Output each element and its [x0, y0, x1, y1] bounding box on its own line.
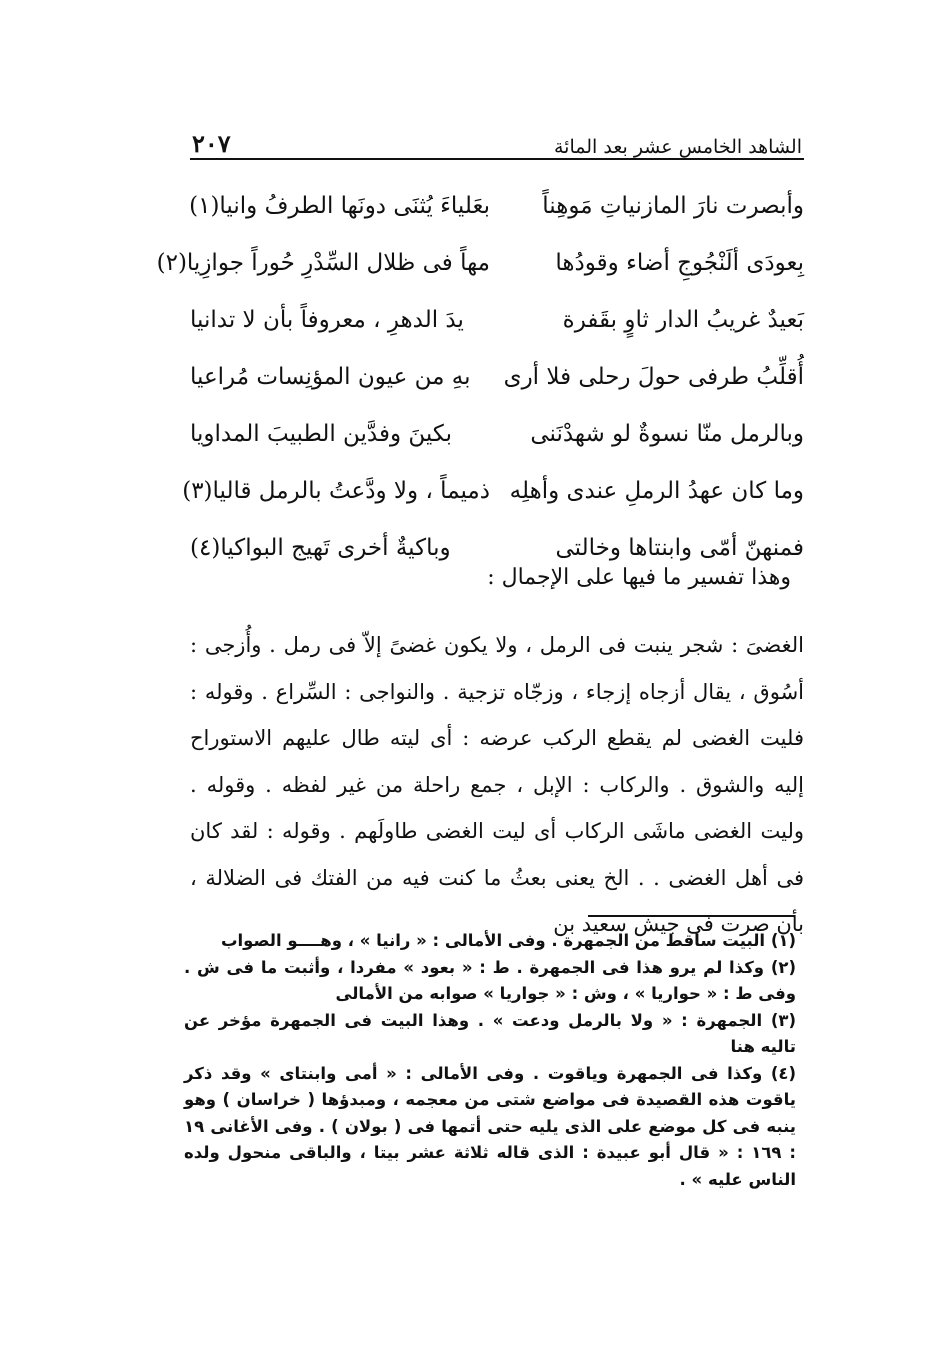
verse-first-hemistich: بِعودَى ألَنْجُوجِ أضاء وقودُها	[555, 249, 804, 276]
verse	[190, 178, 804, 235]
verse-second-hemistich: وباكيةٌ أخرى تَهيج البواكيا(٤)	[190, 534, 451, 561]
verse	[156, 235, 804, 292]
verse-first-hemistich: فمنهنّ أمّى وابنتاها وخالتى	[555, 534, 804, 561]
commentary-intro: وهذا تفسير ما فيها على الإجمال :	[487, 565, 791, 590]
footnote: (٢) وكذا لم يرو هذا فى الجمهرة . ط : « بعود » مفردا ، وأثبت ما فى ش . وفى ط : « حواريا » ، وش : « جواريا » صوابه من الأمالى	[184, 957, 796, 1003]
footnote: (١) البيت ساقط من الجمهرة . وفى الأمالى : « رانيا » ، وهــــو الصواب	[220, 931, 796, 950]
poem	[156, 178, 804, 577]
verse-second-hemistich: مهاً فى ظلال السِّدْرِ حُوراً جوازِيا(٢)	[156, 249, 490, 276]
verse-second-hemistich: بهِ من عيون المؤنِسات مُراعيا	[190, 363, 471, 390]
verse-second-hemistich: يدَ الدهرِ ، معروفاً بأن لا تدانيا	[190, 306, 464, 333]
page-number: ٢٠٧	[192, 129, 231, 158]
verse-first-hemistich: وأبصرت نارَ المازنياتِ مَوهِناً	[542, 192, 804, 219]
header-rule	[190, 158, 804, 160]
verse	[190, 349, 804, 406]
page-header	[192, 118, 802, 158]
footnote: (٤) وكذا فى الجمهرة وياقوت . وفى الأمالى : « أمى وابنتاى » وقد ذكر ياقوت هذه القصيدة فى مواضع شتى من معجمه ، ومبدؤها ( خراسان ) وهو ينبه فى كل موضع على الذى يليه حتى أتمها فى ( بولان ) . وفى الأغانى ١٩ : ١٦٩ : « قال أبو عبيدة : الذى قاله ثلاثة عشر بيتا ، والباقى منحول ولده الناس عليه » .	[184, 1063, 797, 1189]
footnotes	[184, 928, 796, 1193]
verse-second-hemistich: ذميماً ، ولا ودَّعتُ بالرمل قاليا(٣)	[182, 477, 490, 504]
commentary-paragraph: الغضىَ : شجر ينبت فى الرمل ، ولا يكون غضىً إلاّ فى رمل . وأُزجى : أسُوق ، يقال أزجاه إزجاء ، وزجّاه تزجية . والنواجى : السِّراع . وقوله : فليت الغضى لم يقطع الركب عرضه : أى ليته طال عليهم الاستوراح إليه والشوق . والركاب : الإبل ، جمع راحلة من غير لفظه . وقوله . وليت الغضى ماشَى الركاب أى ليت الغضى طاولَهم . وقوله : لقد كان فى أهل الغضى . . الخ يعنى بعثُ ما كنت فيه من الفتك فى الضلالة ، بأن صرت فى جيش سعيد بن	[190, 633, 804, 936]
footnote: (٣) الجمهرة : « ولا بالرمل ودعت » . وهذا البيت فى الجمهرة مؤخر عن تاليه هنا	[184, 1010, 796, 1056]
verse-second-hemistich: بكينَ وفدَّين الطبيبَ المداويا	[190, 420, 452, 447]
verse-first-hemistich: أُقلِّبُ طرفى حولَ رحلى فلا أرى	[503, 363, 804, 390]
verse	[190, 406, 804, 463]
verse-first-hemistich: وبالرمل منّا نسوةٌ لو شهدْنَنى	[530, 420, 804, 447]
commentary-text	[190, 622, 804, 948]
verse	[182, 463, 804, 520]
verse-first-hemistich: وما كان عهدُ الرملِ عندى وأهلِه	[509, 477, 804, 504]
verse	[190, 292, 804, 349]
verse-first-hemistich: بَعيدٌ غريبُ الدار ثاوٍ بقَفرة	[562, 306, 804, 333]
footnote-rule	[588, 915, 794, 917]
verse-second-hemistich: بعَلياءَ يُثنَى دونَها الطرفُ وانيا(١)	[189, 192, 490, 219]
running-title: الشاهد الخامس عشر بعد المائة	[554, 136, 802, 158]
